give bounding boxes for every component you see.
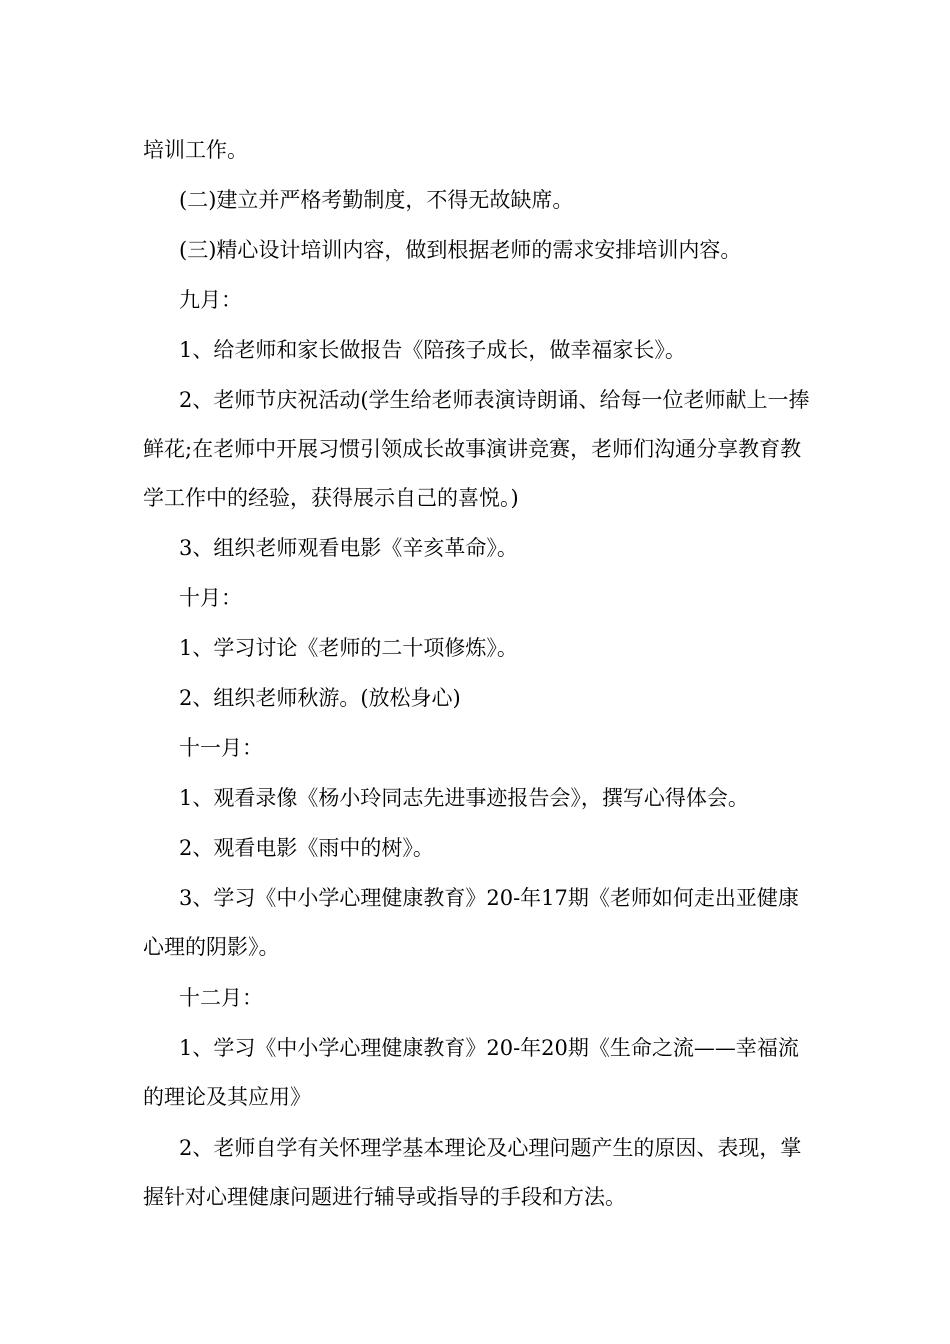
september-item-2: 2、老师节庆祝活动(学生给老师表演诗朗诵、给每一位老师献上一捧鲜花;在老师中开展习惯引领成长故事演讲竞赛，老师们沟通分享教育教学工作中的经验，获得展示自己的喜悦。) — [143, 388, 810, 510]
december-item-2: 2、老师自学有关怀理学基本理论及心理问题产生的原因、表现，掌握针对心理健康问题进行辅导或指导的手段和方法。 — [143, 1136, 802, 1209]
november-item-2: 2、观看电影《雨中的树》。 — [179, 836, 434, 860]
heading-december: 十二月： — [179, 986, 263, 1010]
heading-september: 九月： — [179, 288, 242, 312]
november-item-3: 3、学习《中小学心理健康教育》20-年17期《老师如何走出亚健康心理的阴影》。 — [143, 886, 799, 959]
heading-november: 十一月： — [179, 736, 263, 760]
december-item-1: 1、学习《中小学心理健康教育》20-年20期《生命之流——幸福流的理论及其应用》 — [143, 1036, 799, 1109]
november-item-1: 1、观看录像《杨小玲同志先进事迹报告会》，撰写心得体会。 — [179, 786, 749, 810]
paragraph-continuation: 培训工作。 — [143, 138, 248, 162]
paragraph-attendance: (二)建立并严格考勤制度，不得无故缺席。 — [179, 188, 574, 212]
september-item-3: 3、组织老师观看电影《辛亥革命》。 — [179, 536, 518, 560]
october-item-1: 1、学习讨论《老师的二十项修炼》。 — [179, 636, 518, 660]
october-item-2: 2、组织老师秋游。(放松身心) — [179, 686, 461, 710]
paragraph-content-design: (三)精心设计培训内容，做到根据老师的需求安排培训内容。 — [179, 238, 742, 262]
heading-october: 十月： — [179, 586, 242, 610]
september-item-1: 1、给老师和家长做报告《陪孩子成长，做幸福家长》。 — [179, 338, 686, 362]
